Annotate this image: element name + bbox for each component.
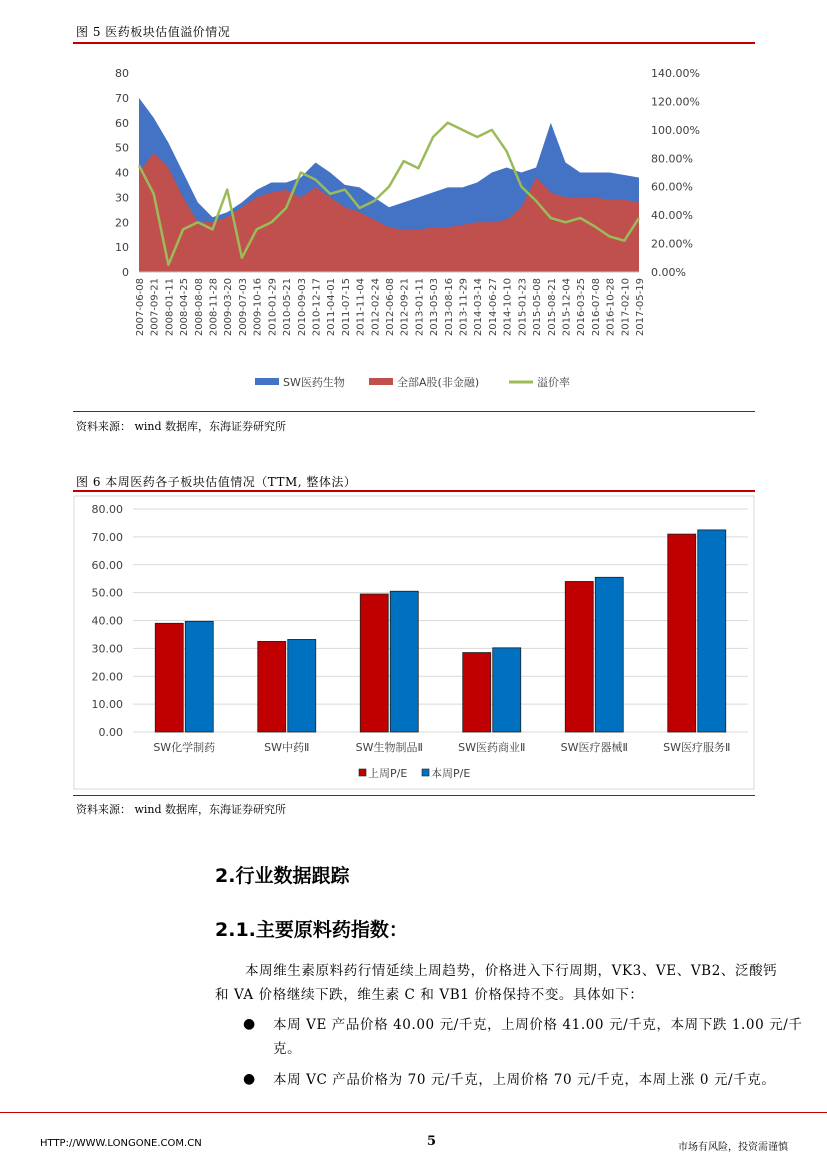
y-left-tick-label: 0 — [122, 266, 129, 279]
bar-last-week — [463, 653, 491, 732]
bar-this-week — [288, 639, 316, 732]
y-tick-label: 40.00 — [91, 614, 123, 628]
x-tick-label: 2010-05-21 — [282, 278, 294, 337]
bullet-1-line-2: 克。 — [273, 1041, 302, 1057]
x-tick-label: 2009-03-20 — [223, 278, 235, 337]
x-tick-label: 2008-04-25 — [179, 278, 191, 337]
bar-this-week — [185, 621, 213, 732]
x-tick-label: 2012-09-21 — [399, 278, 411, 337]
x-tick-label: 2013-08-16 — [443, 278, 455, 337]
bar-this-week — [493, 648, 521, 732]
x-tick-label: 2010-01-29 — [267, 278, 279, 337]
y-tick-label: 70.00 — [91, 530, 123, 544]
bar-this-week — [390, 591, 418, 732]
x-tick-label: 2015-08-21 — [546, 278, 558, 337]
footer-rule — [0, 1112, 827, 1113]
y-right-tick-label: 40.00% — [651, 209, 693, 223]
y-left-tick-label: 80 — [115, 67, 129, 80]
y-tick-label: 0.00 — [98, 726, 123, 739]
figure5-bottom-rule — [73, 411, 755, 412]
x-tick-label: 2017-05-19 — [635, 278, 646, 337]
section-subheading: 2.1.主要原料药指数： — [215, 919, 408, 941]
figure6-source: 资料来源： wind 数据库，东海证券研究所 — [76, 803, 287, 816]
x-category-label: SW生物制品Ⅱ — [355, 741, 423, 754]
figure6-chart — [73, 495, 755, 790]
figure5-chart — [73, 55, 755, 400]
x-tick-label: 2013-05-03 — [429, 278, 441, 337]
x-category-label: SW医疗服务Ⅱ — [663, 741, 731, 754]
bar-this-week — [698, 530, 726, 732]
y-tick-label: 30.00 — [91, 642, 123, 656]
figure5-source: 资料来源： wind 数据库，东海证券研究所 — [76, 420, 287, 433]
y-tick-label: 10.00 — [91, 698, 123, 712]
x-tick-label: 2009-10-16 — [252, 278, 264, 337]
x-tick-label: 2013-11-29 — [458, 278, 470, 337]
bar-last-week — [258, 641, 286, 732]
y-right-tick-label: 0.00% — [651, 266, 686, 279]
y-tick-label: 20.00 — [91, 670, 123, 684]
x-category-label: SW中药Ⅱ — [264, 741, 310, 754]
y-tick-label: 60.00 — [91, 558, 123, 572]
y-right-tick-label: 140.00% — [651, 67, 700, 80]
x-category-label: SW医疗器械Ⅱ — [560, 741, 628, 754]
bar-last-week — [668, 534, 696, 732]
x-tick-label: 2007-09-21 — [149, 278, 161, 337]
x-tick-label: 2007-06-08 — [135, 278, 146, 337]
legend-label: 上周P/E — [368, 767, 408, 780]
y-left-tick-label: 70 — [115, 91, 129, 105]
legend-label: 全部A股(非金融) — [397, 376, 480, 389]
y-tick-label: 80.00 — [91, 503, 123, 516]
y-left-tick-label: 60 — [115, 116, 129, 130]
x-tick-label: 2017-02-10 — [620, 278, 632, 337]
footer-url[interactable]: HTTP://WWW.LONGONE.COM.CN — [40, 1138, 202, 1149]
y-left-tick-label: 30 — [115, 191, 129, 205]
x-tick-label: 2011-11-04 — [355, 278, 367, 337]
bar-this-week — [595, 577, 623, 732]
x-tick-label: 2014-03-14 — [473, 278, 485, 337]
page-number: 5 — [427, 1134, 437, 1149]
legend-swatch — [359, 769, 366, 776]
x-tick-label: 2012-06-08 — [385, 278, 396, 337]
x-tick-label: 2010-12-17 — [311, 278, 323, 337]
y-right-tick-label: 120.00% — [651, 95, 700, 109]
x-tick-label: 2014-10-10 — [502, 278, 514, 337]
y-left-tick-label: 20 — [115, 216, 129, 230]
x-tick-label: 2015-12-04 — [561, 278, 573, 337]
y-right-tick-label: 80.00% — [651, 152, 693, 166]
bullet-marker: ● — [243, 1016, 256, 1032]
legend-label: SW医药生物 — [283, 376, 345, 389]
x-category-label: SW化学制药 — [153, 741, 216, 754]
y-right-tick-label: 20.00% — [651, 237, 693, 251]
figure5-top-rule — [73, 42, 755, 44]
x-tick-label: 2013-01-11 — [414, 278, 426, 337]
figure6-title: 图 6 本周医药各子板块估值情况（TTM, 整体法） — [76, 475, 357, 489]
x-tick-label: 2010-09-03 — [296, 278, 308, 337]
x-tick-label: 2008-08-08 — [193, 278, 205, 337]
legend-label: 本周P/E — [431, 767, 471, 780]
x-tick-label: 2014-06-27 — [487, 278, 499, 337]
y-right-tick-label: 100.00% — [651, 123, 700, 137]
bar-last-week — [565, 581, 593, 732]
x-category-label: SW医药商业Ⅱ — [458, 741, 526, 754]
y-tick-label: 50.00 — [91, 586, 123, 600]
x-tick-label: 2008-01-11 — [164, 278, 176, 337]
x-tick-label: 2011-04-01 — [326, 278, 338, 337]
x-tick-label: 2015-01-23 — [517, 278, 529, 337]
y-right-tick-label: 60.00% — [651, 180, 693, 194]
x-tick-label: 2011-07-15 — [340, 278, 352, 337]
x-tick-label: 2016-07-08 — [590, 278, 602, 337]
figure6-top-rule — [73, 490, 755, 492]
figure5-title: 图 5 医药板块估值溢价情况 — [76, 25, 231, 39]
figure6-bottom-rule — [73, 795, 755, 796]
paragraph-line-2: 和 VA 价格继续下跌，维生素 C 和 VB1 价格保持不变。具体如下： — [215, 987, 644, 1003]
x-tick-label: 2016-03-25 — [576, 278, 588, 337]
x-tick-label: 2016-10-28 — [605, 278, 617, 337]
paragraph-line-1: 本周维生素原料药行情延续上周趋势，价格进入下行周期，VK3、VE、VB2、泛酸钙 — [245, 963, 778, 979]
bar-last-week — [155, 623, 183, 732]
y-left-tick-label: 50 — [115, 141, 129, 155]
legend-swatch — [369, 378, 393, 385]
bar-last-week — [360, 594, 388, 732]
x-tick-label: 2008-11-28 — [208, 278, 220, 337]
bullet-marker: ● — [243, 1071, 256, 1087]
legend-swatch — [255, 378, 279, 385]
bullet-1-line-1: 本周 VE 产品价格 40.00 元/千克，上周价格 41.00 元/千克，本周下跌 1.00 元/千 — [273, 1017, 803, 1033]
y-left-tick-label: 40 — [115, 166, 129, 180]
x-tick-label: 2015-05-08 — [532, 278, 544, 337]
section-heading: 2.行业数据跟踪 — [215, 865, 350, 887]
y-left-tick-label: 10 — [115, 241, 129, 255]
legend-label: 溢价率 — [537, 376, 570, 389]
legend-swatch — [422, 769, 429, 776]
x-tick-label: 2012-02-24 — [370, 278, 382, 337]
x-tick-label: 2009-07-03 — [237, 278, 249, 337]
footer-disclaimer: 市场有风险，投资需谨慎 — [678, 1142, 788, 1153]
bullet-2-line-1: 本周 VC 产品价格为 70 元/千克，上周价格 70 元/千克，本周上涨 0 元/千克。 — [273, 1072, 776, 1088]
